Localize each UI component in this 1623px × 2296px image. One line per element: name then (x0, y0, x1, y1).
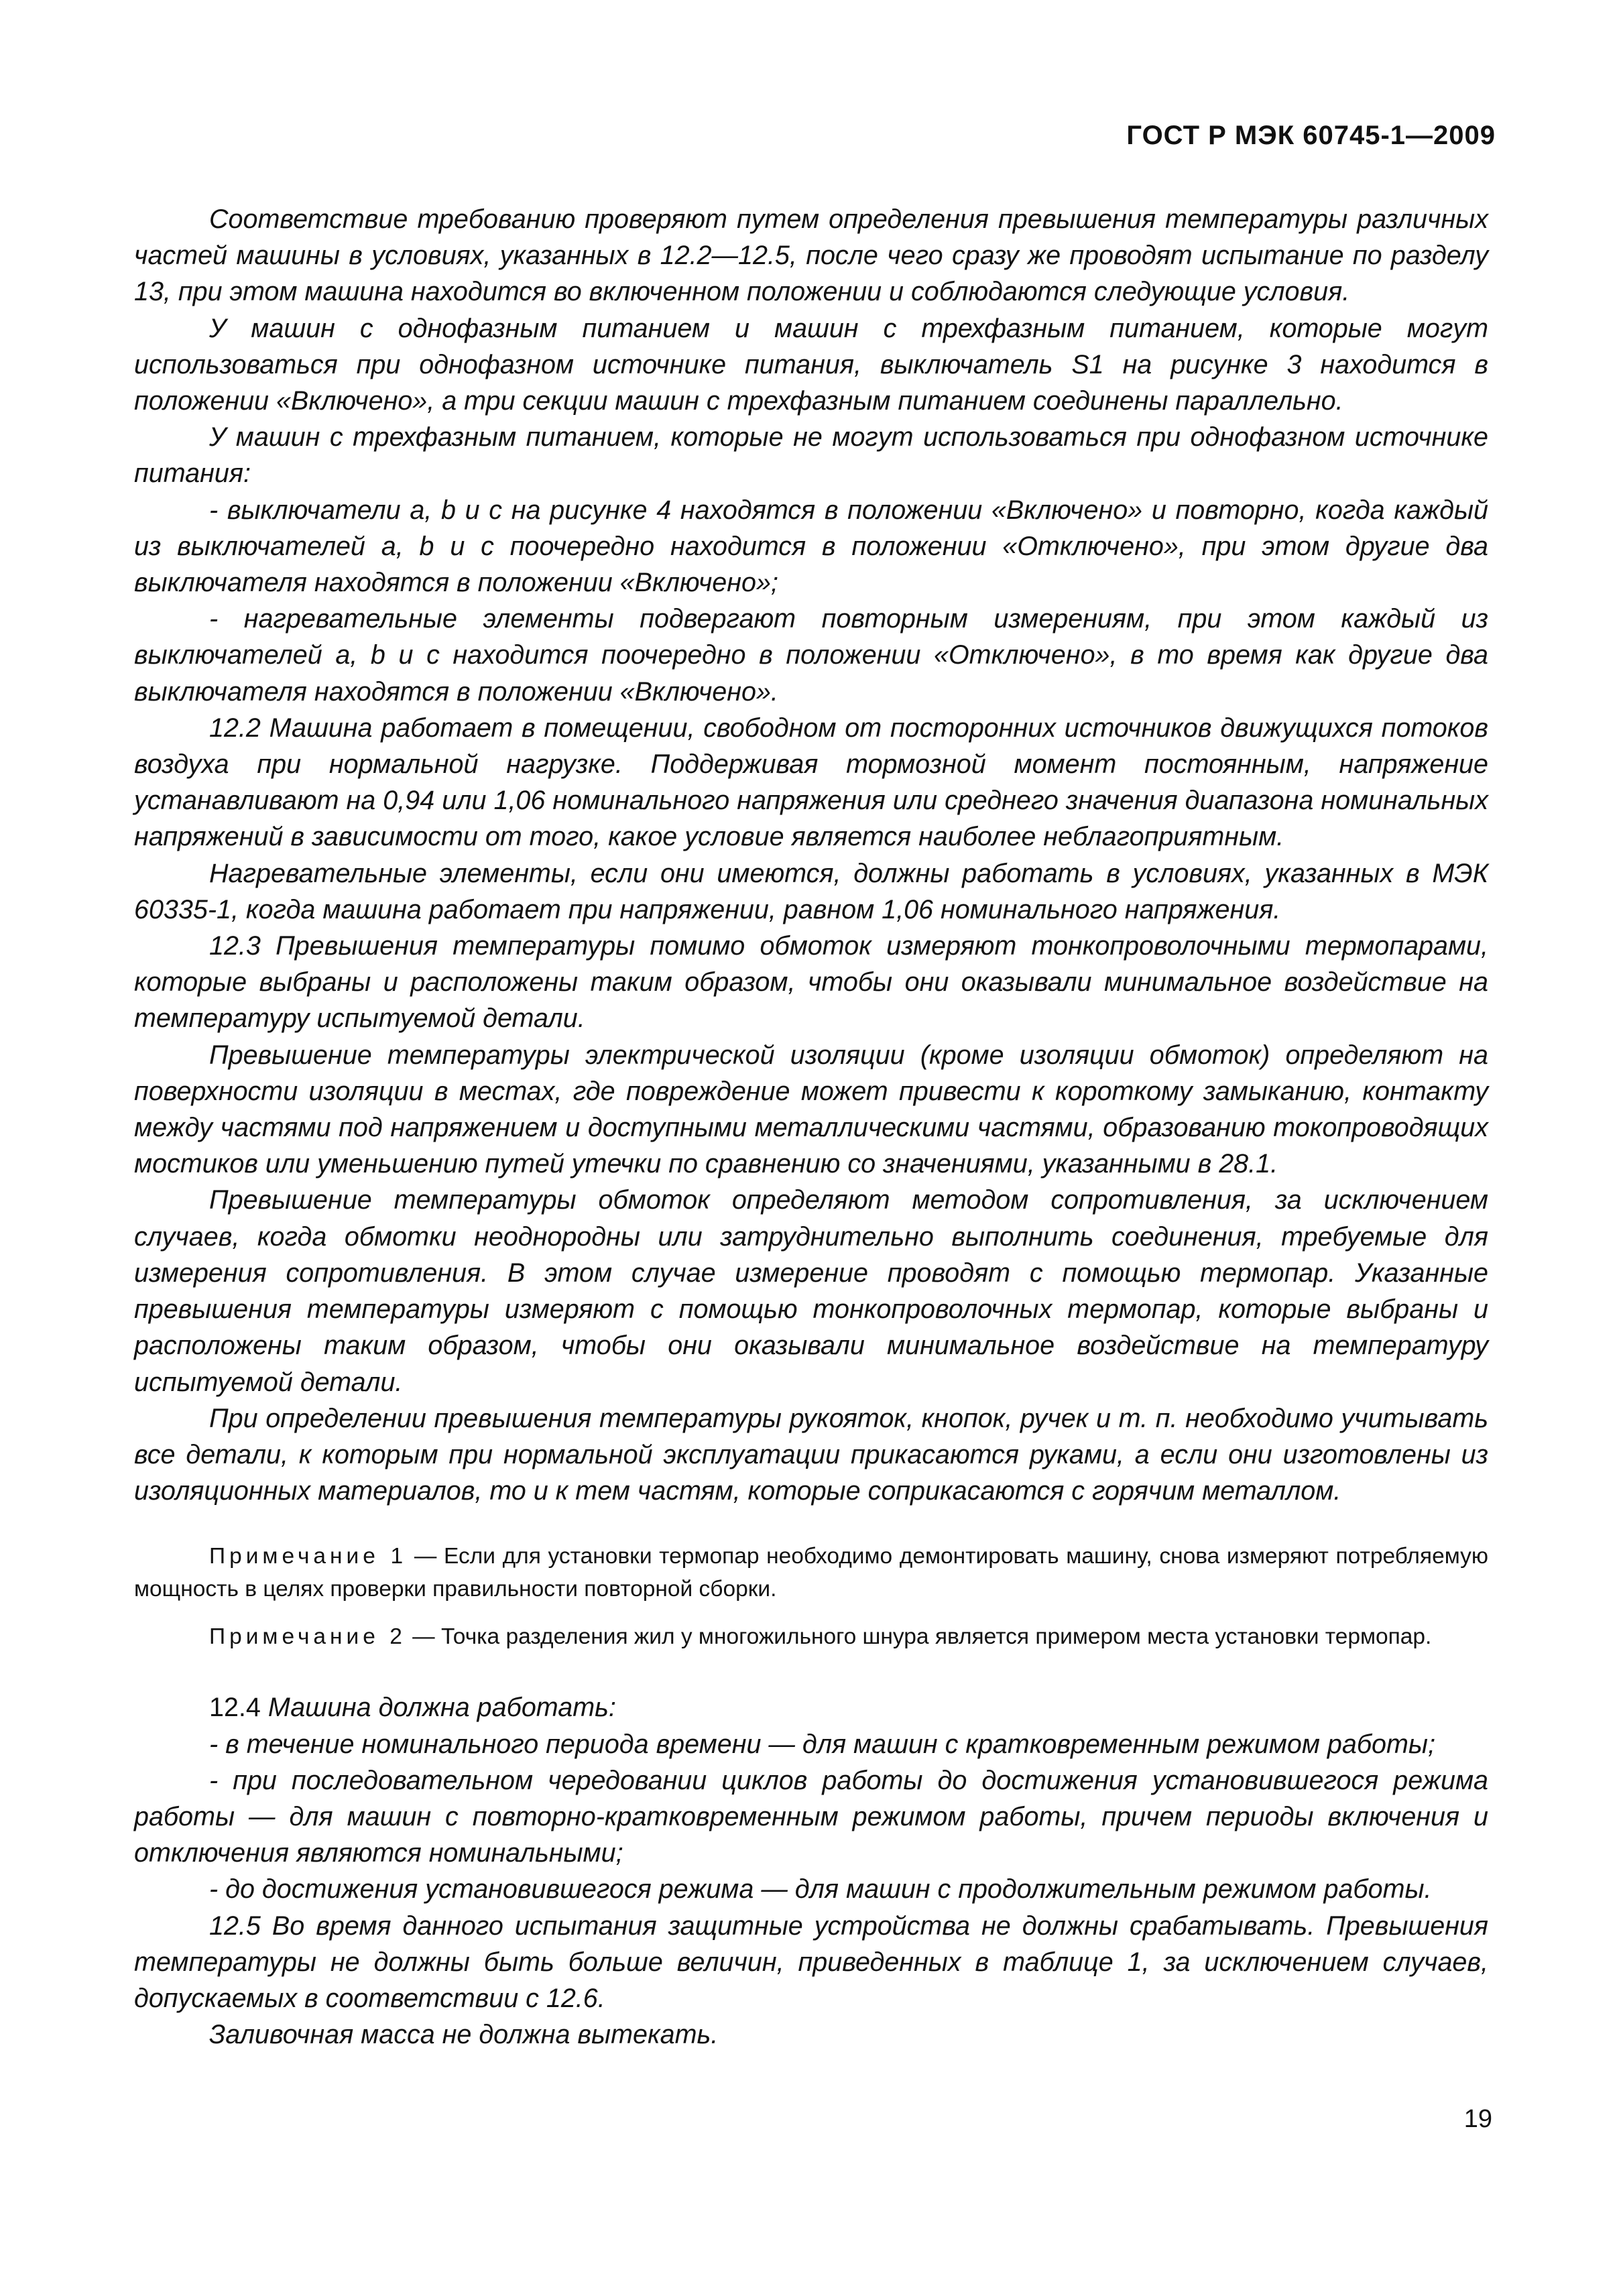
paragraph-12-4 (134, 1689, 1488, 1726)
list-item-intermittent: - при последовательном чередовании циклов работы до достижения установившегося режима работы — для машин с повторно-кратковременным режимом работы, причем периоды включения и отключения являются номинальными; (134, 1765, 1488, 1868)
paragraph-sealing-compound: Заливочная масса не должна вытекать. (209, 2020, 719, 2050)
section-number-12-4: 12.4 (209, 1693, 261, 1723)
list-item-short-time: - в течение номинального периода времени — для машин с кратковременным режимом работы; (209, 1729, 1435, 1759)
paragraph-three-phase: У машин с трехфазным питанием, которые не могут использоваться при однофазном источнике питания: (134, 422, 1488, 489)
note-1 (134, 1540, 1488, 1606)
paragraph-12-3: 12.3 Превышения температуры помимо обмоток измеряют тонкопроволочными термопарами, которые выбраны и расположены таким образом, чтобы они оказывали минимальное воздействие на температуру испытуемой детали. (134, 931, 1488, 1034)
page-body (134, 201, 1488, 2053)
paragraph-handles: При определении превышения температуры рукояток, кнопок, ручек и т. п. необходимо учитывать все детали, к которым при нормальной эксплуатации прикасаются руками, а если они изготовлены из изоляционных материалов, то и к тем частям, которые соприкасаются с горячим металлом. (134, 1403, 1488, 1506)
standard-header: ГОСТ Р МЭК 60745-1—2009 (1126, 121, 1496, 150)
paragraph-insulation: Превышение температуры электрической изоляции (кроме изоляции обмоток) определяют на поверхности изоляции в местах, где повреждение может привести к короткому замыканию, контакту между частями под напряжением и доступными металлическими частями, образованию токопроводящих мостиков или уменьшению путей утечки по сравнению со значениями, указанными в 28.1. (134, 1040, 1488, 1179)
page-number: 19 (1463, 2105, 1492, 2133)
paragraph-compliance: Соответствие требованию проверяют путем определения превышения температуры различных частей машины в условиях, указанных в 12.2—12.5, после чего сразу же проводят испытание по разделу 13, при этом машина находится во включенном положении и соблюдаются следующие условия. (134, 204, 1488, 307)
list-item-continuous: - до достижения установившегося режима — для машин с продолжительным режимом работы. (209, 1874, 1432, 1905)
paragraph-windings: Превышение температуры обмоток определяют методом сопротивления, за исключением случаев, когда обмотки неоднородны или затруднительно выполнить соединения, требуемые для измерения сопротивления. В этом случае измерение проводят с помощью термопар. Указанные превышения температуры измеряют с помощью тонкопроволочных термопар, которые выбраны и расположены таким образом, чтобы они оказывали минимальное воздействие на температуру испытуемой детали. (134, 1185, 1488, 1397)
note-1-label: Примечание 1 (209, 1544, 408, 1569)
note-2 (134, 1620, 1488, 1653)
paragraph-single-phase: У машин с однофазным питанием и машин с трехфазным питанием, которые могут использоваться при однофазном источнике питания, выключатель S1 на рисунке 3 находится в положении «Включено», а три секции машин с трехфазным питанием соединены параллельно. (134, 313, 1488, 416)
paragraph-12-5: 12.5 Во время данного испытания защитные устройства не должны срабатывать. Превышения температуры не должны быть больше величин, приведенных в таблице 1, за исключением случаев, допускаемых в соответствии с 12.6. (134, 1911, 1488, 2013)
note-2-text: — Точка разделения жил у многожильного шнура является примером места установки термопар. (406, 1624, 1432, 1650)
note-1-text: — Если для установки термопар необходимо демонтировать машину, снова измеряют потребляемую мощность в целях проверки правильности повторной сборки. (134, 1544, 1488, 1602)
list-item-switches: - выключатели a, b и c на рисунке 4 находятся в положении «Включено» и повторно, когда каждый из выключателей a, b и c поочередно находится в положении «Отключено», при этом другие два выключателя находятся в положении «Включено»; (134, 495, 1488, 598)
list-item-heating-elements: - нагревательные элементы подвергают повторным измерениям, при этом каждый из выключателей a, b и c находится поочередно в положении «Отключено», в то время как другие два выключателя находятся в положении «Включено». (134, 604, 1488, 707)
paragraph-12-2: 12.2 Машина работает в помещении, свободном от посторонних источников движущихся потоков воздуха при нормальной нагрузке. Поддерживая тормозной момент постоянным, напряжение устанавливают на 0,94 или 1,06 номинального напряжения или среднего значения диапазона номинальных напряжений в зависимости от того, какое условие является наиболее неблагоприятным. (134, 713, 1488, 852)
section-12-4-lead: Машина должна работать: (260, 1693, 616, 1723)
note-2-label: Примечание 2 (209, 1624, 406, 1650)
paragraph-heating-elements: Нагревательные элементы, если они имеются, должны работать в условиях, указанных в МЭК 60335-1, когда машина работает при напряжении, равном 1,06 номинального напряжения. (134, 858, 1488, 924)
